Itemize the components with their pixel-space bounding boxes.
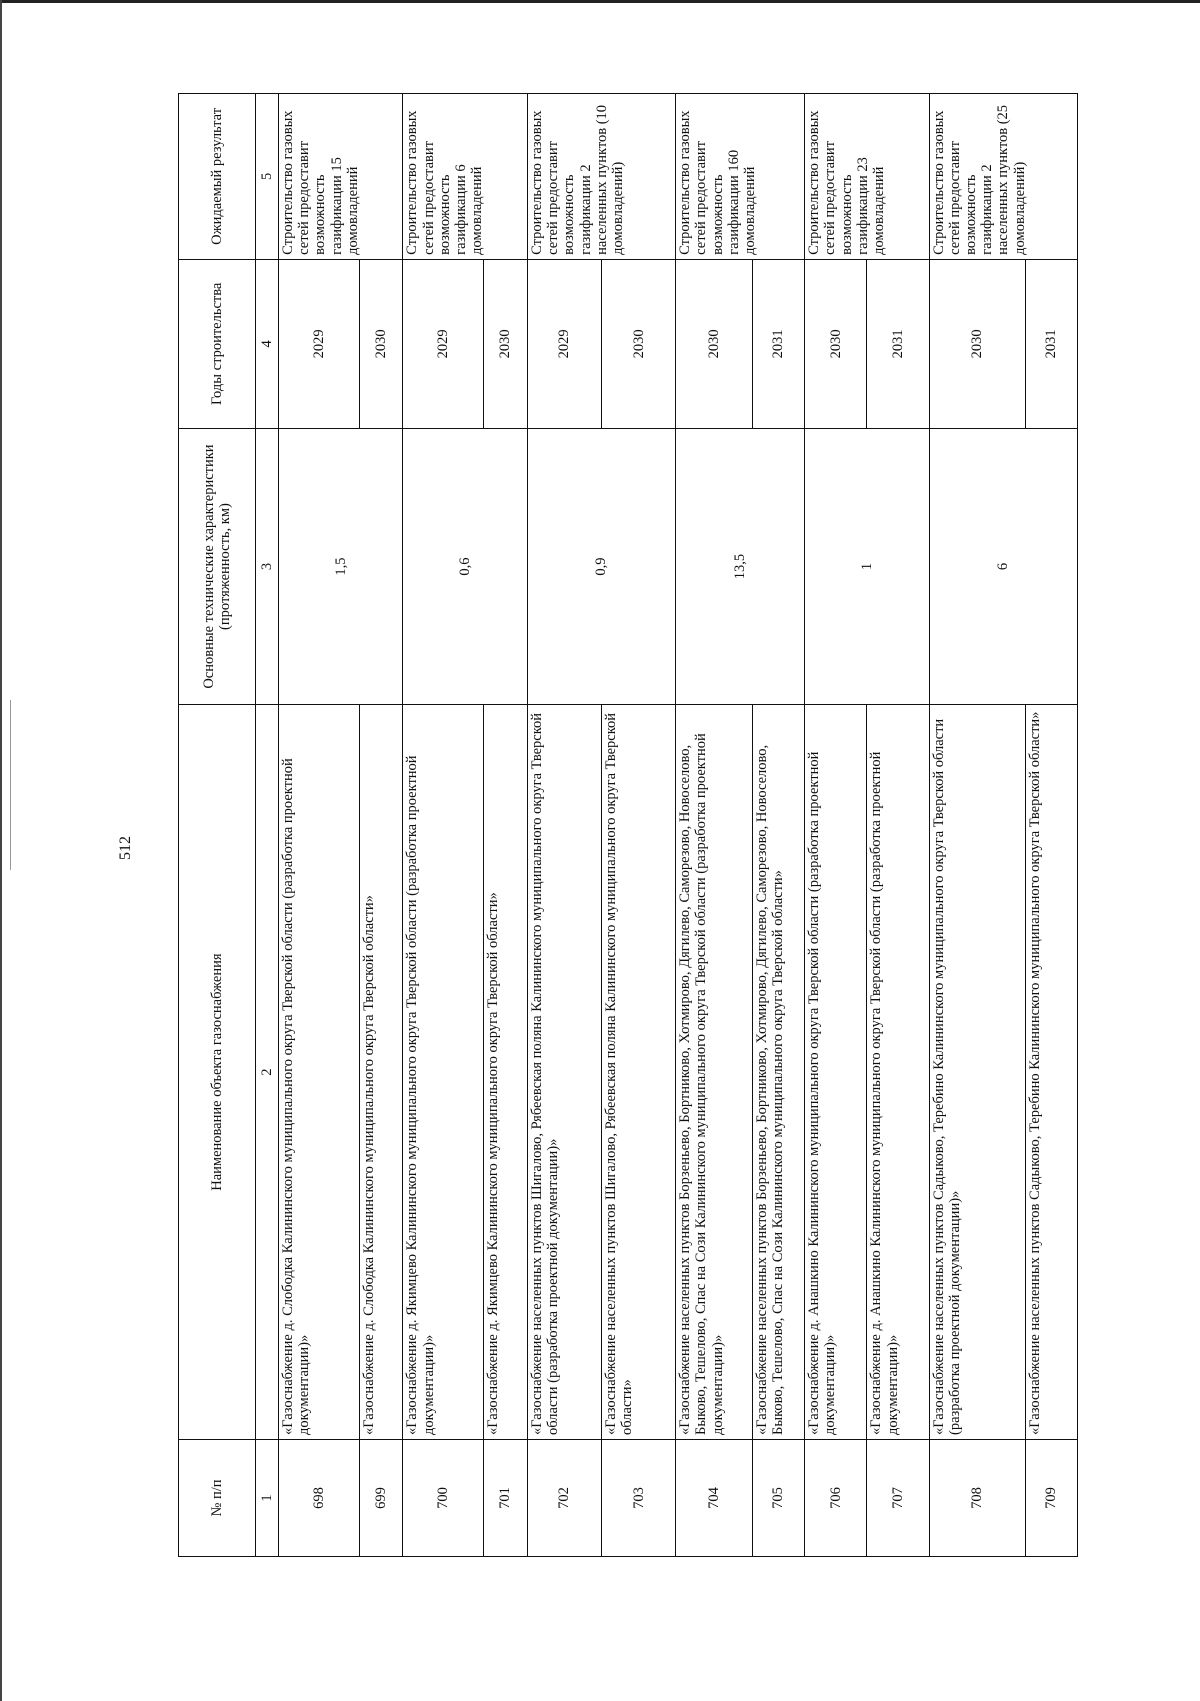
row-number: 705	[752, 1439, 804, 1556]
row-number: 699	[359, 1439, 403, 1556]
object-name: «Газоснабжение д. Якимцево Калининского муниципального округа Тверской области»	[484, 705, 528, 1440]
table-row	[1025, 94, 1077, 1557]
column-number: 1	[256, 1439, 279, 1556]
construction-year: 2029	[279, 259, 360, 428]
length-km: 13,5	[676, 428, 805, 704]
table-row	[752, 94, 804, 1557]
row-number: 701	[484, 1439, 528, 1556]
object-name: «Газоснабжение населенных пунктов Борзеньево, Бортниково, Хотмирово, Дягилево, Саморезово, Новоселово, Быково, Тешелово, Спас на Сози Калининского муниципального округа Тверской области»	[752, 705, 804, 1440]
scan-edge-top	[0, 0, 1200, 3]
row-number: 709	[1025, 1439, 1077, 1556]
table-row	[403, 94, 484, 1557]
table-row	[867, 94, 929, 1557]
row-number: 707	[867, 1439, 929, 1556]
object-name: «Газоснабжение населенных пунктов Шигалово, Рябеевская поляна Калининского муниципального округа Тверской области (разработка проектной документации)»	[527, 705, 601, 1440]
construction-year: 2030	[359, 259, 403, 428]
row-number: 704	[676, 1439, 752, 1556]
table-row	[279, 94, 360, 1557]
header-length: Основные технические характеристики (протяженность, км)	[179, 428, 256, 704]
construction-year: 2030	[602, 259, 676, 428]
construction-year: 2031	[867, 259, 929, 428]
row-number: 702	[527, 1439, 601, 1556]
row-number: 703	[602, 1439, 676, 1556]
column-number: 2	[256, 705, 279, 1440]
row-number: 700	[403, 1439, 484, 1556]
expected-result: Строительство газовых сетей предоставит возможность газификации 15 домовладений	[279, 94, 403, 260]
object-name: «Газоснабжение населенных пунктов Шигалово, Рябеевская поляна Калининского муниципального округа Тверской области»	[602, 705, 676, 1440]
length-km: 0,9	[527, 428, 675, 704]
table-row	[359, 94, 403, 1557]
column-number: 4	[256, 259, 279, 428]
page-number: 512	[117, 836, 134, 860]
header-name: Наименование объекта газоснабжения	[179, 705, 256, 1440]
expected-result: Строительство газовых сетей предоставит возможность газификации 2 населенных пунктов (25 домовладений)	[929, 94, 1078, 260]
construction-year: 2029	[527, 259, 601, 428]
length-km: 1,5	[279, 428, 403, 704]
column-number: 5	[256, 94, 279, 260]
header-result: Ожидаемый результат	[179, 94, 256, 260]
construction-year: 2030	[484, 259, 528, 428]
gas-supply-table	[178, 93, 1078, 1557]
row-number: 708	[929, 1439, 1025, 1556]
construction-year: 2031	[1025, 259, 1077, 428]
row-number: 706	[805, 1439, 867, 1556]
scan-edge-mark	[10, 700, 11, 870]
length-km: 0,6	[403, 428, 527, 704]
object-name: «Газоснабжение д. Слободка Калининского муниципального округа Тверской области»	[359, 705, 403, 1440]
header-years: Годы строительства	[179, 259, 256, 428]
expected-result: Строительство газовых сетей предоставит возможность газификации 6 домовладений	[403, 94, 527, 260]
object-name: «Газоснабжение д. Анашкино Калининского муниципального округа Тверской области (разработка проектной документации)»	[867, 705, 929, 1440]
object-name: «Газоснабжение д. Анашкино Калининского муниципального округа Тверской области (разработка проектной документации)»	[805, 705, 867, 1440]
table-row	[527, 94, 601, 1557]
length-km: 6	[929, 428, 1078, 704]
object-name: «Газоснабжение населенных пунктов Садыково, Теребино Калининского муниципального округа Тверской области (разработка проектной документации)»	[929, 705, 1025, 1440]
object-name: «Газоснабжение д. Якимцево Калининского муниципального округа Тверской области (разработка проектной документации)»	[403, 705, 484, 1440]
construction-year: 2029	[403, 259, 484, 428]
column-number-row	[256, 94, 279, 1557]
column-number: 3	[256, 428, 279, 704]
construction-year: 2031	[752, 259, 804, 428]
table-row	[484, 94, 528, 1557]
scan-edge-left	[0, 0, 2, 1701]
row-number: 698	[279, 1439, 360, 1556]
expected-result: Строительство газовых сетей предоставит возможность газификации 160 домовладений	[676, 94, 805, 260]
object-name: «Газоснабжение населенных пунктов Борзеньево, Бортниково, Хотмирово, Дягилево, Саморезово, Новоселово, Быково, Тешелово, Спас на Сози Калининского муниципального округа Тверской области (разработка проектной документации)»	[676, 705, 752, 1440]
table-row	[676, 94, 752, 1557]
expected-result: Строительство газовых сетей предоставит возможность газификации 23 домовладений	[805, 94, 929, 260]
table-row	[602, 94, 676, 1557]
construction-year: 2030	[805, 259, 867, 428]
gas-supply-table-rotated	[178, 93, 1078, 1557]
header-row	[179, 94, 256, 1557]
construction-year: 2030	[929, 259, 1025, 428]
header-no: № п/п	[179, 1439, 256, 1556]
object-name: «Газоснабжение д. Слободка Калининского муниципального округа Тверской области (разработка проектной документации)»	[279, 705, 360, 1440]
expected-result: Строительство газовых сетей предоставит возможность газификации 2 населенных пунктов (10 домовладений)	[527, 94, 675, 260]
object-name: «Газоснабжение населенных пунктов Садыково, Теребино Калининского муниципального округа Тверской области»	[1025, 705, 1077, 1440]
table-row	[929, 94, 1025, 1557]
length-km: 1	[805, 428, 929, 704]
table-row	[805, 94, 867, 1557]
construction-year: 2030	[676, 259, 752, 428]
